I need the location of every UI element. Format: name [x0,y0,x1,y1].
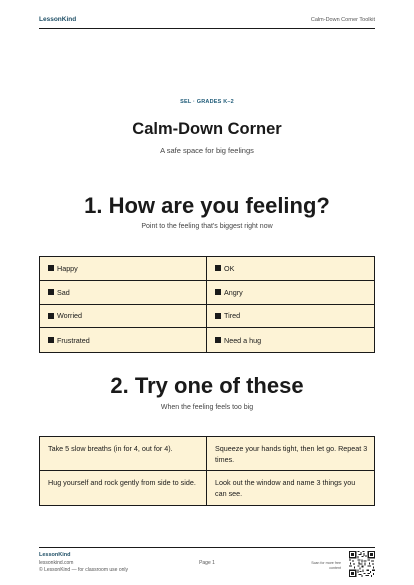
footer-brand: LessonKind [39,552,71,558]
header-brand: LessonKind [39,16,77,23]
strategies-grid [39,436,375,506]
strategies-subheading: When the feeling feels too big [160,404,254,411]
feeling-cell[interactable] [40,257,207,281]
checkbox-square-icon [48,337,54,343]
feelings-heading: 1. How are you feeling? [84,193,330,218]
feeling-label: Frustrated [57,335,90,345]
page-number: Page 1 [199,560,215,566]
feeling-cell[interactable] [207,257,374,281]
feeling-cell[interactable] [40,328,207,352]
strategy-cell: Hug yourself and rock gently from side to side. [40,471,207,505]
strategy-cell: Look out the window and name 3 things you can see. [215,478,356,498]
scan-caption: Scan for more free content [311,561,341,570]
eyebrow-label: SEL · GRADES K–2 [180,99,234,105]
checkbox-square-icon [215,337,221,343]
feeling-label: OK [224,263,235,273]
checkbox-square-icon [215,265,221,271]
feeling-label: Need a hug [224,335,262,345]
footer-url-link[interactable]: lessonkind.com [39,560,74,566]
checkbox-square-icon [215,289,221,295]
qr-code-icon[interactable] [349,551,375,577]
checkbox-square-icon [48,265,54,271]
feelings-subheading: Point to the feeling that's biggest right now [141,223,273,230]
feeling-label: Worried [57,311,83,321]
header-doc-title: Calm-Down Corner Toolkit [310,17,375,23]
checkbox-square-icon [48,289,54,295]
feeling-cell[interactable] [40,281,207,305]
feeling-label: Angry [224,287,243,297]
page-subtitle: A safe space for big feelings [160,146,254,155]
checkbox-square-icon [48,313,54,319]
feeling-label: Tired [224,311,241,321]
feeling-label: Happy [57,263,78,273]
feelings-grid [39,256,375,353]
feeling-cell[interactable] [40,305,207,329]
page-title: Calm-Down Corner [132,120,282,138]
strategies-heading: 2. Try one of these [110,373,304,398]
feeling-cell[interactable] [207,281,374,305]
footer-copyright: © LessonKind — for classroom use only [39,567,129,573]
strategy-cell: Squeeze your hands tight, then let go. Repeat 3 times. [207,437,374,471]
feeling-cell[interactable] [207,328,374,352]
page-footer [39,547,375,573]
feeling-label: Sad [57,287,70,297]
page-header [39,0,375,29]
strategy-cell: Take 5 slow breaths (in for 4, out for 4). [40,437,207,471]
feeling-cell[interactable] [207,305,374,329]
checkbox-square-icon [215,313,221,319]
